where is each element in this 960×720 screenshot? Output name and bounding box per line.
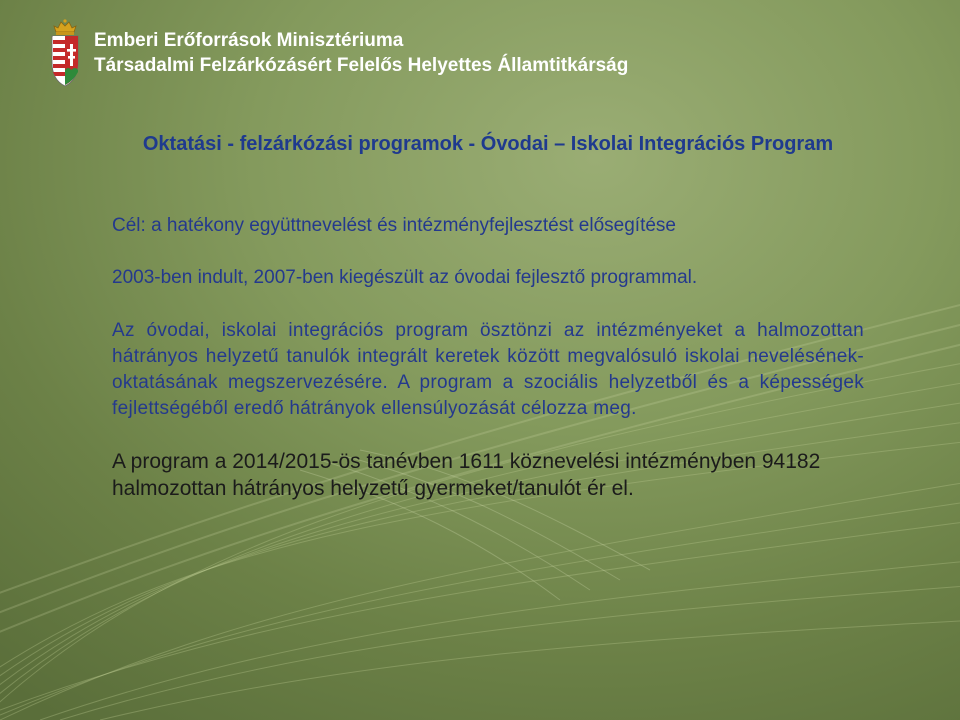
program-reach: A program a 2014/2015-ös tanévben 1611 köznevelési intézményben 94182 halmozottan hátrányos helyzetű gyermeket/tanulót ér el. — [112, 450, 821, 500]
program-description: Az óvodai, iskolai integrációs program ösztönzi az intézményeket a halmozottan hátrányos helyzetű tanulók integrált keretek között megvalósuló iskolai nevelésének-oktatásának megszervezésére. A program a szociális helyzetből és a képességek fejlettségéből eredő hátrányok ellensúlyozását célozza meg. — [112, 320, 864, 419]
state-secretariat-name: Társadalmi Felzárkózásért Felelős Helyettes Államtitkárság — [94, 55, 629, 76]
slide-content — [112, 128, 864, 502]
program-history: 2003-ben indult, 2007-ben kiegészült az óvodai fejlesztő programmal. — [112, 267, 698, 288]
header — [48, 18, 628, 90]
ministry-name: Emberi Erőforrások Minisztériuma — [94, 30, 404, 51]
slide-title: Oktatási - felzárkózási programok - Óvodai – Iskolai Integrációs Program — [142, 133, 834, 155]
header-text — [94, 18, 628, 78]
program-goal: Cél: a hatékony együttnevelést és intézményfejlesztést elősegítése — [112, 215, 676, 236]
hungarian-coat-of-arms-icon — [48, 18, 82, 88]
